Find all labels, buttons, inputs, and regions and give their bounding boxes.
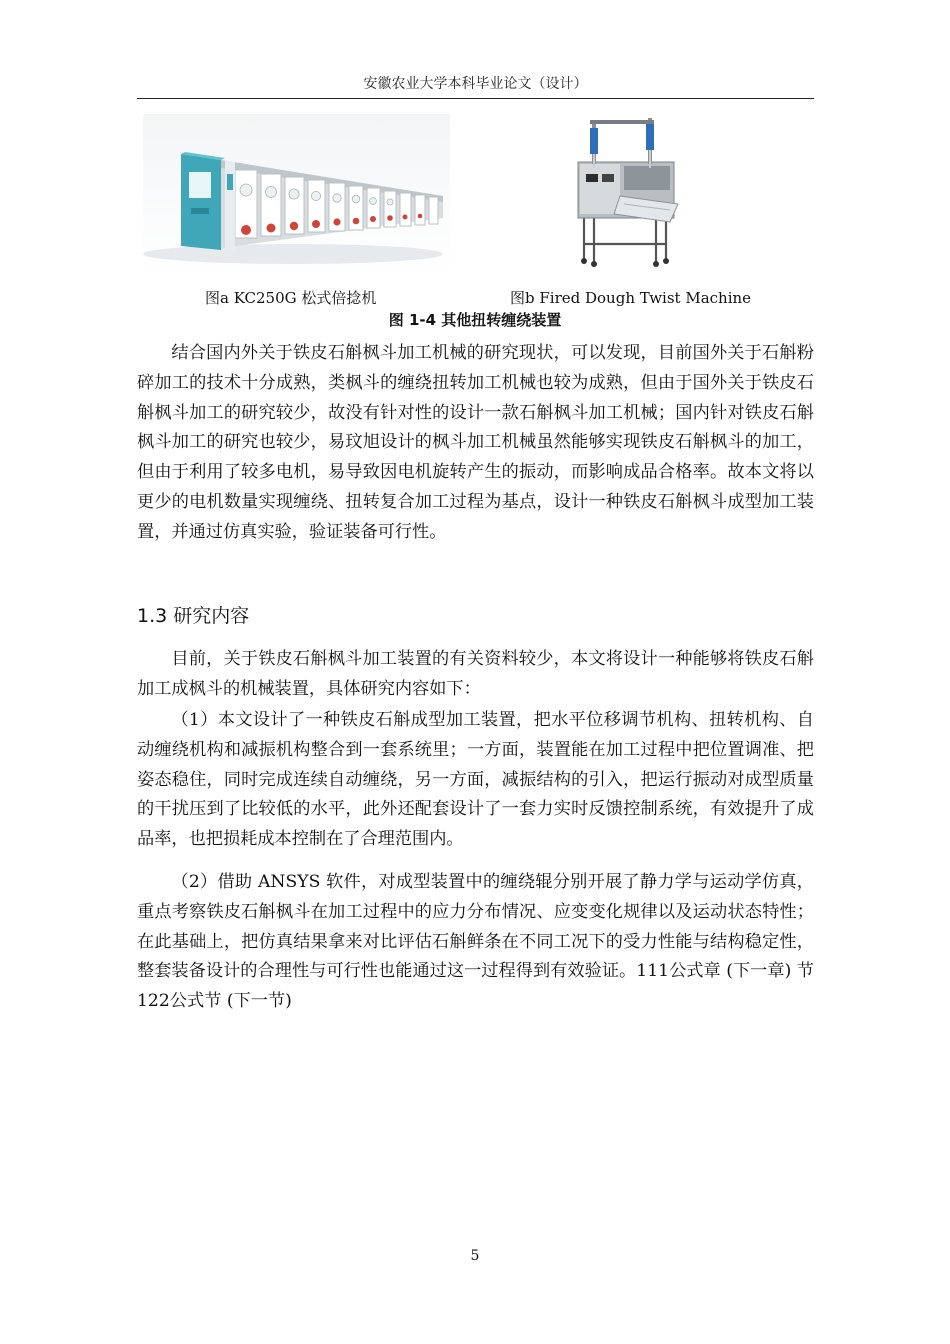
figure-b-image <box>570 114 682 272</box>
page-number: 5 <box>470 1248 480 1264</box>
figure-b-caption: 图b Fired Dough Twist Machine <box>510 289 752 307</box>
figure-a-caption: 图a KC250G 松式倍捻机 <box>205 289 377 307</box>
figure-a-image <box>143 114 450 272</box>
running-header <box>137 74 814 99</box>
twister-machine-illustration <box>143 114 450 272</box>
dough-twist-machine-illustration <box>570 114 682 272</box>
paragraph-research-item-1: （1）本文设计了一种铁皮石斛成型加工装置，把水平位移调节机构、扭转机构、自动缠绕机构和减振机构整合到一套系统里；一方面，装置能在加工过程中把位置调准、把姿态稳住，同时完成连续自动缠绕，另一方面，减振结构的引入，把运行振动对成型质量的干扰压到了比较低的水平，此外还配套设计了一套力实时反馈控制系统，有效提升了成品率，也把损耗成本控制在了合理范围内。 <box>137 710 814 850</box>
paragraph-research-intro: 目前，关于铁皮石斛枫斗加工装置的有关资料较少，本文将设计一种能够将铁皮石斛加工成枫斗的机械装置，具体研究内容如下： <box>137 649 814 699</box>
header-title: 安徽农业大学本科毕业论文（设计） <box>363 76 588 92</box>
figure-main-caption: 图 1-4 其他扭转缠绕装置 <box>388 311 562 329</box>
paragraph-research-summary: 结合国内外关于铁皮石斛枫斗加工机械的研究现状，可以发现，目前国外关于石斛粉碎加工的技术十分成熟，类枫斗的缠绕扭转加工机械也较为成熟，但由于国外关于铁皮石斛枫斗加工的研究较少，故没有针对性的设计一款石斛枫斗加工机械；国内针对铁皮石斛枫斗加工的研究也较少，易玟旭设计的枫斗加工机械虽然能够实现铁皮石斛枫斗的加工，但由于利用了较多电机，易导致因电机旋转产生的振动，而影响成品合格率。故本文将以更少的电机数量实现缠绕、扭转复合加工过程为基点，设计一种铁皮石斛枫斗成型加工装置，并通过仿真实验，验证装备可行性。 <box>137 343 814 542</box>
section-heading: 1.3 研究内容 <box>137 605 250 627</box>
paragraph-research-item-2: （2）借助 ANSYS 软件，对成型装置中的缠绕辊分别开展了静力学与运动学仿真，重点考察铁皮石斛枫斗在加工过程中的应力分布情况、应变变化规律以及运动状态特性；在此基础上，把仿真结果拿来对比评估石斛鲜条在不同工况下的受力性能与结构稳定性，整套装备设计的合理性与可行性也能通过这一过程得到有效验证。111公式章 (下一章) 节 122公式节 (下一节) <box>137 872 814 1012</box>
